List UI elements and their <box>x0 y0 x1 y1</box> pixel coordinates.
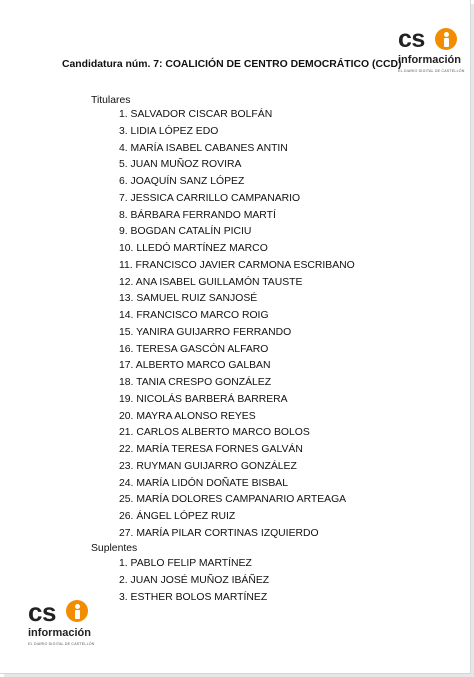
logo-mark: cs <box>398 25 425 53</box>
header-logo <box>398 25 465 79</box>
list-item: 17. ALBERTO MARCO GALBAN <box>119 360 271 372</box>
logo-tagline: EL DIARIO DIGITAL DE CASTELLÓN <box>398 69 465 73</box>
info-i-stem <box>444 38 449 47</box>
list-item: 13. SAMUEL RUIZ SANJOSÉ <box>119 293 258 305</box>
list-item: 16. TERESA GASCÓN ALFARO <box>119 343 269 355</box>
logo-tagline: EL DIARIO DIGITAL DE CASTELLÓN <box>28 642 95 646</box>
list-item: 2. JUAN JOSÉ MUÑOZ IBÁÑEZ <box>119 574 270 586</box>
list-item: 11. FRANCISCO JAVIER CARMONA ESCRIBANO <box>119 259 355 271</box>
list-item: 10. LLEDÓ MARTÍNEZ MARCO <box>119 243 268 254</box>
list-item: 1. PABLO FELIP MARTÍNEZ <box>119 558 252 569</box>
list-item: 25. MARÍA DOLORES CAMPANARIO ARTEAGA <box>119 494 347 506</box>
list-item: 20. MAYRA ALONSO REYES <box>119 410 256 422</box>
list-item: 4. MARÍA ISABEL CABANES ANTIN <box>119 142 288 154</box>
document-title: Candidatura núm. 7: COALICIÓN DE CENTRO DEMOCRÁTICO (CCD) <box>62 59 402 70</box>
list-item: 27. MARÍA PILAR CORTINAS IZQUIERDO <box>119 527 319 539</box>
list-item: 8. BÁRBARA FERRANDO MARTÍ <box>119 209 276 221</box>
logo-mark: cs <box>28 597 56 627</box>
list-item: 7. JESSICA CARRILLO CAMPANARIO <box>119 192 301 204</box>
info-i-stem <box>75 610 80 619</box>
list-item: 22. MARÍA TERESA FORNES GALVÁN <box>119 444 303 455</box>
suplentes-heading: Suplentes <box>91 543 138 554</box>
list-item: 1. SALVADOR CISCAR BOLFÁN <box>119 109 273 120</box>
list-item: 9. BOGDAN CATALÍN PICIU <box>119 226 252 238</box>
info-i-dot <box>444 32 449 37</box>
list-item: 21. CARLOS ALBERTO MARCO BOLOS <box>119 427 310 439</box>
list-item: 14. FRANCISCO MARCO ROIG <box>119 310 269 321</box>
list-item: 23. RUYMAN GUIJARRO GONZÁLEZ <box>119 460 297 472</box>
list-item: 5. JUAN MUÑOZ ROVIRA <box>119 159 242 171</box>
list-item: 19. NICOLÁS BARBERÁ BARRERA <box>119 393 288 405</box>
info-i-dot <box>75 604 80 609</box>
list-item: 3. LIDIA LÓPEZ EDO <box>119 125 219 137</box>
titulares-list <box>119 107 355 543</box>
list-item: 24. MARÍA LIDÓN DOÑATE BISBAL <box>119 477 288 489</box>
titulares-heading: Titulares <box>91 95 131 106</box>
list-item: 12. ANA ISABEL GUILLAMÓN TAUSTE <box>119 276 303 288</box>
logo-brand: información <box>398 54 461 66</box>
list-item: 18. TANIA CRESPO GONZÁLEZ <box>119 377 272 388</box>
list-item: 3. ESTHER BOLOS MARTÍNEZ <box>119 591 268 603</box>
footer-logo <box>28 597 95 651</box>
list-item: 26. ÁNGEL LÓPEZ RUIZ <box>119 511 236 522</box>
logo-brand: información <box>28 627 91 639</box>
list-item: 6. JOAQUÍN SANZ LÓPEZ <box>119 176 245 187</box>
suplentes-list <box>119 556 269 606</box>
list-item: 15. YANIRA GUIJARRO FERRANDO <box>119 326 292 338</box>
